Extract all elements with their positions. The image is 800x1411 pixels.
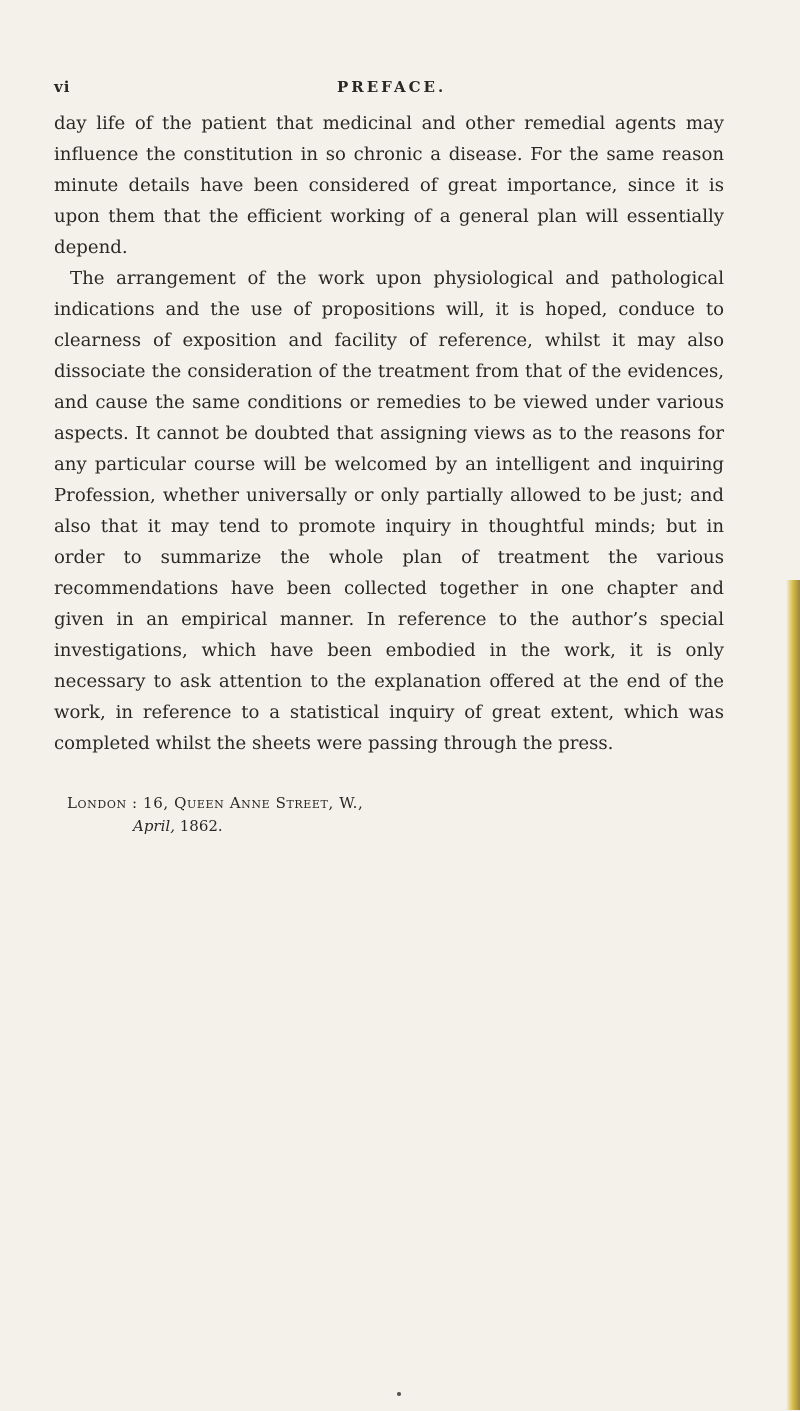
- page-speck: [397, 1392, 401, 1396]
- paragraph-continued: day life of the patient that medicinal and other remedial agents may influence the constitution in so chronic a disease. For the same reason minute details have been considered of great importance, since it is upon them that the efficient working of a general plan will essentially depend.: [54, 113, 724, 258]
- page-number: vi: [54, 78, 71, 96]
- running-header: [54, 74, 724, 108]
- signature-block: [54, 792, 724, 838]
- preface-body: [54, 108, 724, 759]
- signature-year: 1862.: [174, 817, 223, 835]
- signature-place: London : 16, Queen Anne Street, W.,: [67, 794, 364, 812]
- page-content: [54, 74, 724, 838]
- signature-date: [67, 815, 724, 838]
- page-edge-shadow: [786, 580, 800, 1410]
- signature-month: April,: [133, 817, 175, 835]
- paragraph-arrangement: The arrangement of the work upon physiological and pathological indications and the use of propositions will, it is hoped, conduce to clearness of exposition and facility of reference, whilst it may also dissociate the consideration of the treatment from that of the evidences, and cause the same conditions or remedies to be viewed under various aspects. It cannot be doubted that assigning views as to the reasons for any particular course will be welcomed by an intelligent and inquiring Profession, whether universally or only partially allowed to be just; and also that it may tend to promote inquiry in thoughtful minds; but in order to summarize the whole plan of treatment the various recommendations have been collected together in one chapter and given in an empirical manner. In reference to the author’s special investigations, which have been embodied in the work, it is only necessary to ask attention to the explanation offered at the end of the work, in reference to a statistical inquiry of great extent, which was completed whilst the sheets were passing through the press.: [54, 268, 724, 754]
- running-title: PREFACE.: [337, 78, 447, 96]
